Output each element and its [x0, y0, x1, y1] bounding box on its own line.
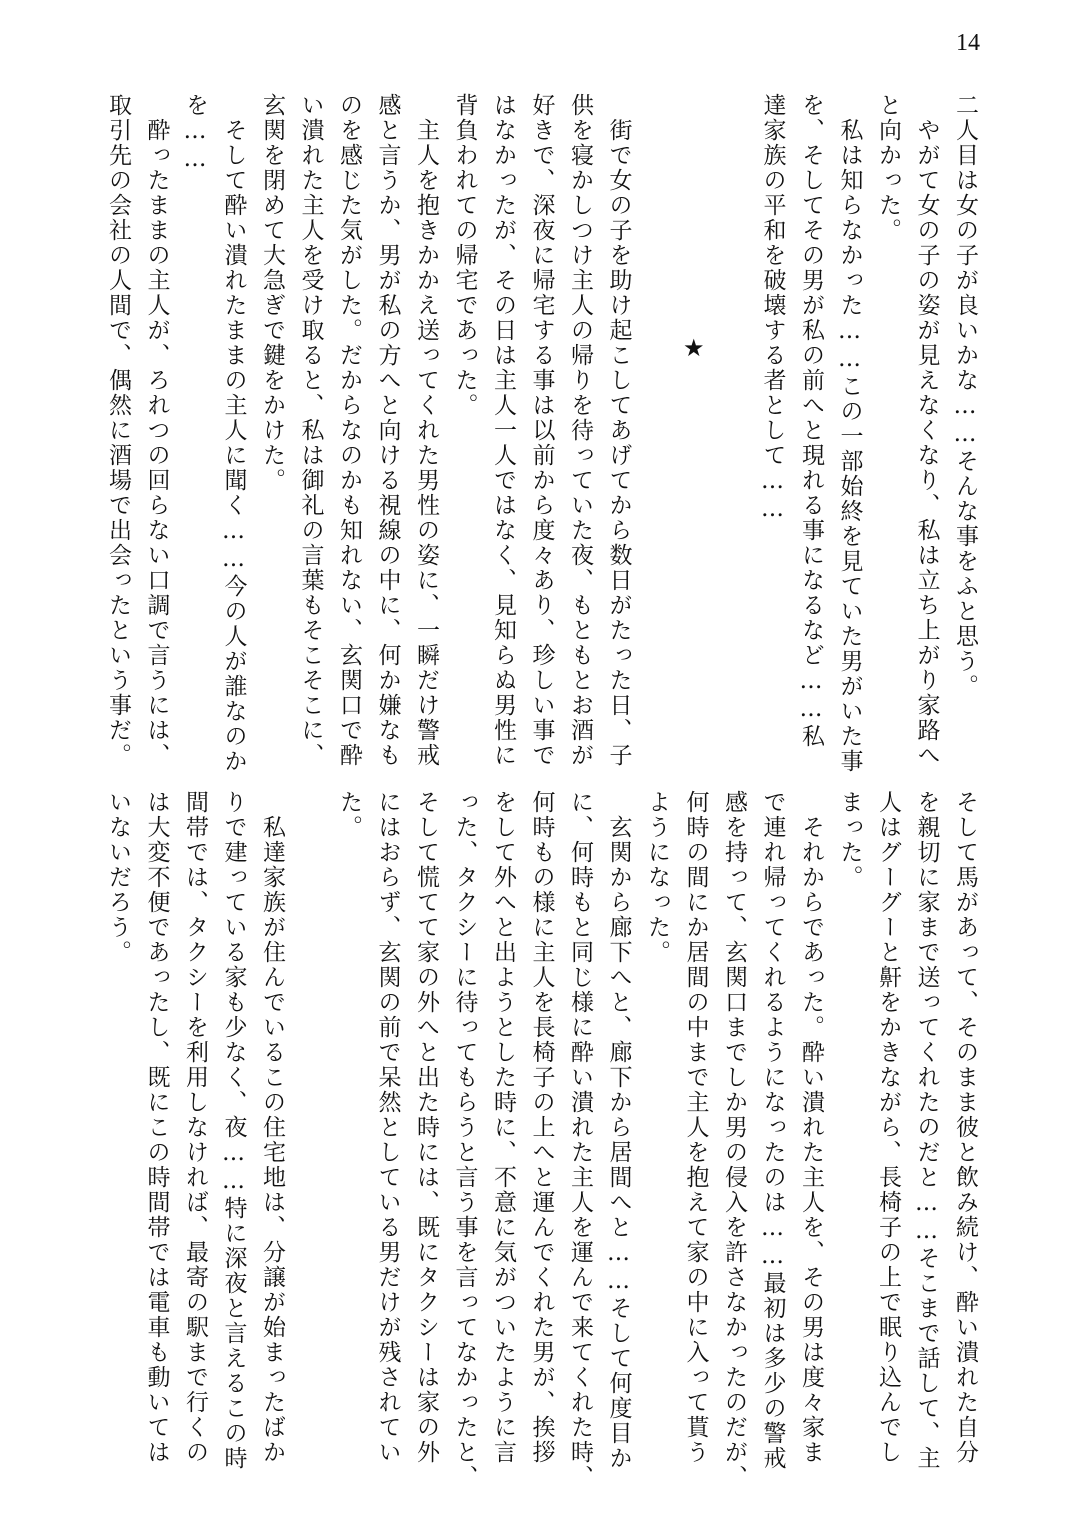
top-tier-column: と向かった。 — [875, 93, 901, 243]
top-tier-column: い潰れた主人を受け取ると、私は御礼の言葉もそこそこに、 — [297, 93, 324, 768]
top-tier-column: 私は知らなかった……この一部始終を見ていた男がいた事 — [836, 93, 863, 774]
bottom-tier-column: 感を持って、玄関口までしか男の侵入を許さなかったのだが、 — [721, 790, 747, 1490]
top-tier-column: 感と言うか、男が私の方へと向ける視線の中に、何か嫌なも — [374, 93, 401, 768]
bottom-tier-column: た。 — [336, 790, 362, 840]
bottom-tier-column: ようになった。 — [644, 790, 670, 965]
bottom-tier-column: 何時もの様に主人を長椅子の上へと運んでくれた男が、挨拶 — [528, 790, 555, 1465]
top-tier-column: 二人目は女の子が良いかな……そんな事をふと思う。 — [952, 93, 978, 699]
top-tier-column: 背負われての帰宅であった。 — [451, 93, 478, 418]
bottom-tier-column: は大変不便であったし、既にこの時間帯では電車も動いては — [143, 790, 170, 1465]
bottom-tier-column: まった。 — [836, 790, 863, 890]
top-tier-column: 供を寝かしつけ主人の帰りを待っていた夜、もともとお酒が — [567, 93, 593, 768]
top-tier-column: やがて女の子の姿が見えなくなり、私は立ち上がり家路へ — [913, 93, 940, 768]
top-tier-column: 酔ったままの主人が、ろれつの回らない口調で言うには、 — [143, 93, 170, 768]
bottom-tier-column: にはおらず、玄関の前で呆然としている男だけが残されてい — [374, 790, 401, 1465]
bottom-tier-column: それからであった。酔い潰れた主人を、その男は度々家ま — [798, 790, 824, 1465]
top-tier-column: 街で女の子を助け起こしてあげてから数日がたった日、子 — [605, 93, 632, 768]
bottom-tier-column: 人はグーグーと鼾をかきながら、長椅子の上で眠り込んでし — [875, 790, 901, 1465]
bottom-tier-column: った、タクシーに待ってもらうと言う事を言ってなかったと、 — [451, 790, 478, 1490]
bottom-tier-column: いないだろう。 — [105, 790, 131, 965]
bottom-tier-column: で連れ帰ってくれるようになったのは……最初は多少の警戒 — [759, 790, 786, 1471]
bottom-tier-column: そして馬があって、そのまま彼と飲み続け、酔い潰れた自分 — [952, 790, 978, 1465]
bottom-tier-column: をして外へと出ようとした時に、不意に気がついたように言 — [490, 790, 516, 1465]
page-number: 14 — [956, 30, 980, 56]
bottom-tier-column: 何時の間にか居間の中まで主人を抱えて家の中に入って貰う — [682, 790, 709, 1465]
section-break-star: ★ — [683, 334, 705, 362]
bottom-tier-column: を親切に家まで送ってくれたのだと……そこまで話して、主 — [913, 790, 940, 1471]
top-tier-column: を…… — [182, 93, 208, 174]
top-tier-column: 玄関を閉めて大急ぎで鍵をかけた。 — [259, 93, 285, 493]
bottom-tier-column: 間帯では、タクシーを利用しなければ、最寄の駅まで行くの — [182, 790, 208, 1465]
bottom-tier-column: 私達家族が住んでいるこの住宅地は、分譲が始まったばか — [259, 790, 285, 1465]
bottom-tier-column: 玄関から廊下へと、廊下から居間へと……そして何度目か — [605, 790, 632, 1471]
top-tier-column: そして酔い潰れたままの主人に聞く……今の人が誰なのか — [220, 93, 247, 774]
top-tier-column: 達家族の平和を破壊する者として…… — [759, 93, 786, 524]
top-tier-column: 主人を抱きかかえ送ってくれた男性の姿に、一瞬だけ警戒 — [413, 93, 439, 768]
bottom-tier-column: りで建っている家も少なく、夜……特に深夜と言えるこの時 — [220, 790, 247, 1471]
top-tier-column: はなかったが、その日は主人一人ではなく、見知らぬ男性に — [490, 93, 516, 768]
bottom-tier-column: そして慌てて家の外へと出た時には、既にタクシーは家の外 — [413, 790, 439, 1465]
top-tier-column: 好きで、深夜に帰宅する事は以前から度々あり、珍しい事で — [528, 93, 555, 768]
top-tier-column: を、そしてその男が私の前へと現れる事になるなど……私 — [798, 93, 824, 749]
bottom-tier-column: に、何時もと同じ様に酔い潰れた主人を運んで来てくれた時、 — [567, 790, 593, 1490]
top-tier-column: のを感じた気がした。だからなのかも知れない、玄関口で酔 — [336, 93, 362, 768]
top-tier-column: 取引先の会社の人間で、偶然に酒場で出会ったという事だ。 — [105, 93, 131, 768]
